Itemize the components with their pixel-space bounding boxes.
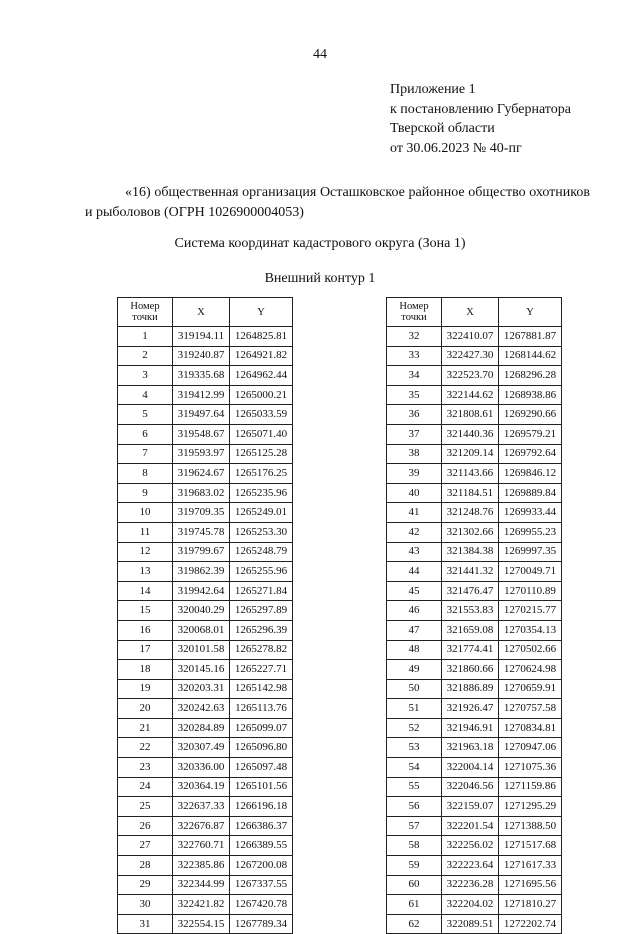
table-row (387, 562, 562, 582)
table-row (118, 522, 293, 542)
point-number-cell: 62 (387, 914, 442, 934)
point-number-cell: 21 (118, 718, 173, 738)
y-coordinate-cell: 1265297.89 (230, 601, 293, 621)
y-coordinate-cell: 1265278.82 (230, 640, 293, 660)
point-number-cell: 55 (387, 777, 442, 797)
table-row (118, 542, 293, 562)
point-number-cell: 51 (387, 699, 442, 719)
y-coordinate-cell: 1269933.44 (499, 503, 562, 523)
header-number-line1: Номер (130, 301, 160, 312)
x-coordinate-cell: 321860.66 (442, 660, 499, 680)
point-number-cell: 43 (387, 542, 442, 562)
x-coordinate-cell: 322676.87 (173, 816, 230, 836)
y-coordinate-cell: 1269792.64 (499, 444, 562, 464)
table-row (387, 346, 562, 366)
point-number-cell: 3 (118, 366, 173, 386)
header-x: X (173, 298, 230, 327)
x-coordinate-cell: 321946.91 (442, 718, 499, 738)
table-row (387, 875, 562, 895)
x-coordinate-cell: 321774.41 (442, 640, 499, 660)
y-coordinate-cell: 1265255.96 (230, 562, 293, 582)
y-coordinate-cell: 1265142.98 (230, 679, 293, 699)
table-row (118, 444, 293, 464)
point-number-cell: 25 (118, 797, 173, 817)
x-coordinate-cell: 322385.86 (173, 856, 230, 876)
x-coordinate-cell: 321302.66 (442, 522, 499, 542)
table-row (387, 385, 562, 405)
y-coordinate-cell: 1266386.37 (230, 816, 293, 836)
x-coordinate-cell: 322410.07 (442, 327, 499, 347)
point-number-cell: 40 (387, 483, 442, 503)
table-row (118, 366, 293, 386)
table-row (118, 699, 293, 719)
x-coordinate-cell: 321659.08 (442, 620, 499, 640)
table-row (387, 777, 562, 797)
y-coordinate-cell: 1265033.59 (230, 405, 293, 425)
y-coordinate-cell: 1271159.86 (499, 777, 562, 797)
point-number-cell: 30 (118, 895, 173, 915)
intro-paragraph: «16) общественная организация Осташковское районное общество охотников и рыболовов (ОГРН 1026900004053) (85, 185, 590, 220)
y-coordinate-cell: 1270834.81 (499, 718, 562, 738)
coordinates-table-right (386, 297, 562, 934)
point-number-cell: 20 (118, 699, 173, 719)
x-coordinate-cell: 320145.16 (173, 660, 230, 680)
point-number-cell: 52 (387, 718, 442, 738)
x-coordinate-cell: 321808.61 (442, 405, 499, 425)
point-number-cell: 48 (387, 640, 442, 660)
x-coordinate-cell: 320068.01 (173, 620, 230, 640)
y-coordinate-cell: 1267337.55 (230, 875, 293, 895)
point-number-cell: 28 (118, 856, 173, 876)
header-x: X (442, 298, 499, 327)
table-row (118, 797, 293, 817)
x-coordinate-cell: 320364.19 (173, 777, 230, 797)
y-coordinate-cell: 1271388.50 (499, 816, 562, 836)
x-coordinate-cell: 322427.30 (442, 346, 499, 366)
table-row (118, 856, 293, 876)
y-coordinate-cell: 1265249.01 (230, 503, 293, 523)
x-coordinate-cell: 321553.83 (442, 601, 499, 621)
table-row (387, 464, 562, 484)
point-number-cell: 17 (118, 640, 173, 660)
table-row (118, 816, 293, 836)
table-row (118, 483, 293, 503)
point-number-cell: 23 (118, 758, 173, 778)
appendix-line-date: от 30.06.2023 № 40-пг (390, 140, 522, 156)
y-coordinate-cell: 1267420.78 (230, 895, 293, 915)
table-row (387, 366, 562, 386)
y-coordinate-cell: 1264921.82 (230, 346, 293, 366)
y-coordinate-cell: 1265248.79 (230, 542, 293, 562)
y-coordinate-cell: 1269579.21 (499, 424, 562, 444)
header-point-number (387, 298, 442, 327)
table-body (387, 327, 562, 934)
point-number-cell: 36 (387, 405, 442, 425)
y-coordinate-cell: 1270659.91 (499, 679, 562, 699)
x-coordinate-cell: 321476.47 (442, 581, 499, 601)
table-row (118, 718, 293, 738)
point-number-cell: 49 (387, 660, 442, 680)
table-row (118, 464, 293, 484)
point-number-cell: 8 (118, 464, 173, 484)
table-row (387, 836, 562, 856)
table-header-row (387, 298, 562, 327)
table-row (118, 327, 293, 347)
x-coordinate-cell: 321384.38 (442, 542, 499, 562)
table-row (387, 816, 562, 836)
x-coordinate-cell: 319240.87 (173, 346, 230, 366)
point-number-cell: 1 (118, 327, 173, 347)
table-row (387, 856, 562, 876)
x-coordinate-cell: 319942.64 (173, 581, 230, 601)
header-y: Y (230, 298, 293, 327)
y-coordinate-cell: 1267789.34 (230, 914, 293, 934)
y-coordinate-cell: 1269290.66 (499, 405, 562, 425)
x-coordinate-cell: 321143.66 (442, 464, 499, 484)
y-coordinate-cell: 1270110.89 (499, 581, 562, 601)
table-row (118, 679, 293, 699)
y-coordinate-cell: 1265113.76 (230, 699, 293, 719)
contour-title: Внешний контур 1 (264, 271, 376, 286)
page-number: 44 (313, 47, 327, 62)
y-coordinate-cell: 1270502.66 (499, 640, 562, 660)
point-number-cell: 2 (118, 346, 173, 366)
y-coordinate-cell: 1265176.25 (230, 464, 293, 484)
y-coordinate-cell: 1269997.35 (499, 542, 562, 562)
point-number-cell: 24 (118, 777, 173, 797)
x-coordinate-cell: 321441.32 (442, 562, 499, 582)
table-row (387, 718, 562, 738)
table-row (118, 777, 293, 797)
table-row (387, 679, 562, 699)
coordinate-system-title: Система координат кадастрового округа (Зона 1) (174, 236, 466, 251)
x-coordinate-cell: 321926.47 (442, 699, 499, 719)
y-coordinate-cell: 1264962.44 (230, 366, 293, 386)
point-number-cell: 6 (118, 424, 173, 444)
table-row (387, 444, 562, 464)
x-coordinate-cell: 319548.67 (173, 424, 230, 444)
y-coordinate-cell: 1266196.18 (230, 797, 293, 817)
x-coordinate-cell: 320336.00 (173, 758, 230, 778)
point-number-cell: 29 (118, 875, 173, 895)
x-coordinate-cell: 320242.63 (173, 699, 230, 719)
point-number-cell: 56 (387, 797, 442, 817)
header-point-number (118, 298, 173, 327)
y-coordinate-cell: 1266389.55 (230, 836, 293, 856)
point-number-cell: 31 (118, 914, 173, 934)
table-row (118, 640, 293, 660)
x-coordinate-cell: 322256.02 (442, 836, 499, 856)
y-coordinate-cell: 1270757.58 (499, 699, 562, 719)
table-row (387, 738, 562, 758)
x-coordinate-cell: 320307.49 (173, 738, 230, 758)
point-number-cell: 22 (118, 738, 173, 758)
point-number-cell: 57 (387, 816, 442, 836)
x-coordinate-cell: 322637.33 (173, 797, 230, 817)
table-row (387, 522, 562, 542)
table-body (118, 327, 293, 934)
y-coordinate-cell: 1268938.86 (499, 385, 562, 405)
table-row (387, 758, 562, 778)
x-coordinate-cell: 319497.64 (173, 405, 230, 425)
y-coordinate-cell: 1269955.23 (499, 522, 562, 542)
x-coordinate-cell: 319709.35 (173, 503, 230, 523)
point-number-cell: 7 (118, 444, 173, 464)
table-row (118, 562, 293, 582)
y-coordinate-cell: 1268144.62 (499, 346, 562, 366)
point-number-cell: 58 (387, 836, 442, 856)
point-number-cell: 4 (118, 385, 173, 405)
point-number-cell: 18 (118, 660, 173, 680)
y-coordinate-cell: 1267881.87 (499, 327, 562, 347)
table-row (387, 914, 562, 934)
point-number-cell: 19 (118, 679, 173, 699)
point-number-cell: 47 (387, 620, 442, 640)
point-number-cell: 35 (387, 385, 442, 405)
table-row (387, 405, 562, 425)
point-number-cell: 26 (118, 816, 173, 836)
y-coordinate-cell: 1265101.56 (230, 777, 293, 797)
x-coordinate-cell: 319624.67 (173, 464, 230, 484)
y-coordinate-cell: 1271695.56 (499, 875, 562, 895)
x-coordinate-cell: 320203.31 (173, 679, 230, 699)
table-row (118, 405, 293, 425)
y-coordinate-cell: 1267200.08 (230, 856, 293, 876)
y-coordinate-cell: 1270215.77 (499, 601, 562, 621)
point-number-cell: 54 (387, 758, 442, 778)
table-row (118, 503, 293, 523)
y-coordinate-cell: 1272202.74 (499, 914, 562, 934)
table-row (118, 738, 293, 758)
table-row (118, 758, 293, 778)
table-row (387, 542, 562, 562)
y-coordinate-cell: 1271295.29 (499, 797, 562, 817)
x-coordinate-cell: 322421.82 (173, 895, 230, 915)
table-row (387, 483, 562, 503)
point-number-cell: 60 (387, 875, 442, 895)
x-coordinate-cell: 321886.89 (442, 679, 499, 699)
appendix-line-decree: к постановлению Губернатора (390, 101, 571, 117)
x-coordinate-cell: 319799.67 (173, 542, 230, 562)
point-number-cell: 10 (118, 503, 173, 523)
table-row (387, 327, 562, 347)
x-coordinate-cell: 320040.29 (173, 601, 230, 621)
y-coordinate-cell: 1270624.98 (499, 660, 562, 680)
x-coordinate-cell: 321184.51 (442, 483, 499, 503)
point-number-cell: 32 (387, 327, 442, 347)
x-coordinate-cell: 322089.51 (442, 914, 499, 934)
point-number-cell: 59 (387, 856, 442, 876)
table-row (118, 346, 293, 366)
x-coordinate-cell: 319745.78 (173, 522, 230, 542)
point-number-cell: 13 (118, 562, 173, 582)
y-coordinate-cell: 1264825.81 (230, 327, 293, 347)
x-coordinate-cell: 322144.62 (442, 385, 499, 405)
point-number-cell: 15 (118, 601, 173, 621)
table-row (387, 660, 562, 680)
x-coordinate-cell: 321209.14 (442, 444, 499, 464)
y-coordinate-cell: 1269889.84 (499, 483, 562, 503)
y-coordinate-cell: 1265125.28 (230, 444, 293, 464)
x-coordinate-cell: 319593.97 (173, 444, 230, 464)
appendix-line-title: Приложение 1 (390, 82, 476, 97)
table-row (118, 581, 293, 601)
table-row (387, 640, 562, 660)
point-number-cell: 16 (118, 620, 173, 640)
y-coordinate-cell: 1265235.96 (230, 483, 293, 503)
point-number-cell: 33 (387, 346, 442, 366)
point-number-cell: 37 (387, 424, 442, 444)
header-number-line2: точки (401, 312, 427, 323)
table-row (387, 601, 562, 621)
y-coordinate-cell: 1271075.36 (499, 758, 562, 778)
y-coordinate-cell: 1265097.48 (230, 758, 293, 778)
table-row (118, 836, 293, 856)
y-coordinate-cell: 1271517.68 (499, 836, 562, 856)
point-number-cell: 38 (387, 444, 442, 464)
x-coordinate-cell: 320284.89 (173, 718, 230, 738)
appendix-header (390, 80, 571, 158)
x-coordinate-cell: 319412.99 (173, 385, 230, 405)
table-row (387, 503, 562, 523)
point-number-cell: 11 (118, 522, 173, 542)
header-number-line1: Номер (399, 301, 429, 312)
point-number-cell: 39 (387, 464, 442, 484)
point-number-cell: 12 (118, 542, 173, 562)
x-coordinate-cell: 322223.64 (442, 856, 499, 876)
table-row (118, 601, 293, 621)
x-coordinate-cell: 322204.02 (442, 895, 499, 915)
table-row (387, 424, 562, 444)
table-row (118, 914, 293, 934)
header-number-line2: точки (132, 312, 158, 323)
x-coordinate-cell: 322523.70 (442, 366, 499, 386)
x-coordinate-cell: 319194.11 (173, 327, 230, 347)
x-coordinate-cell: 319683.02 (173, 483, 230, 503)
point-number-cell: 41 (387, 503, 442, 523)
appendix-line-region: Тверской области (390, 121, 495, 136)
y-coordinate-cell: 1265253.30 (230, 522, 293, 542)
y-coordinate-cell: 1271810.27 (499, 895, 562, 915)
point-number-cell: 5 (118, 405, 173, 425)
x-coordinate-cell: 322201.54 (442, 816, 499, 836)
x-coordinate-cell: 322344.99 (173, 875, 230, 895)
point-number-cell: 14 (118, 581, 173, 601)
y-coordinate-cell: 1270049.71 (499, 562, 562, 582)
y-coordinate-cell: 1265000.21 (230, 385, 293, 405)
point-number-cell: 27 (118, 836, 173, 856)
y-coordinate-cell: 1270354.13 (499, 620, 562, 640)
table-row (387, 581, 562, 601)
table-row (118, 385, 293, 405)
y-coordinate-cell: 1265071.40 (230, 424, 293, 444)
y-coordinate-cell: 1265227.71 (230, 660, 293, 680)
y-coordinate-cell: 1265296.39 (230, 620, 293, 640)
x-coordinate-cell: 319862.39 (173, 562, 230, 582)
coordinates-table-left (117, 297, 293, 934)
y-coordinate-cell: 1270947.06 (499, 738, 562, 758)
x-coordinate-cell: 322760.71 (173, 836, 230, 856)
x-coordinate-cell: 322236.28 (442, 875, 499, 895)
table-row (387, 699, 562, 719)
point-number-cell: 42 (387, 522, 442, 542)
y-coordinate-cell: 1265271.84 (230, 581, 293, 601)
x-coordinate-cell: 320101.58 (173, 640, 230, 660)
table-row (118, 620, 293, 640)
y-coordinate-cell: 1271617.33 (499, 856, 562, 876)
x-coordinate-cell: 322159.07 (442, 797, 499, 817)
x-coordinate-cell: 321248.76 (442, 503, 499, 523)
y-coordinate-cell: 1265096.80 (230, 738, 293, 758)
y-coordinate-cell: 1265099.07 (230, 718, 293, 738)
point-number-cell: 61 (387, 895, 442, 915)
y-coordinate-cell: 1268296.28 (499, 366, 562, 386)
x-coordinate-cell: 322004.14 (442, 758, 499, 778)
point-number-cell: 44 (387, 562, 442, 582)
table-row (118, 660, 293, 680)
x-coordinate-cell: 321963.18 (442, 738, 499, 758)
header-y: Y (499, 298, 562, 327)
table-row (387, 797, 562, 817)
point-number-cell: 34 (387, 366, 442, 386)
x-coordinate-cell: 322554.15 (173, 914, 230, 934)
point-number-cell: 9 (118, 483, 173, 503)
y-coordinate-cell: 1269846.12 (499, 464, 562, 484)
point-number-cell: 50 (387, 679, 442, 699)
x-coordinate-cell: 321440.36 (442, 424, 499, 444)
point-number-cell: 46 (387, 601, 442, 621)
table-row (387, 620, 562, 640)
x-coordinate-cell: 322046.56 (442, 777, 499, 797)
table-header-row (118, 298, 293, 327)
point-number-cell: 45 (387, 581, 442, 601)
x-coordinate-cell: 319335.68 (173, 366, 230, 386)
point-number-cell: 53 (387, 738, 442, 758)
table-row (118, 424, 293, 444)
table-row (118, 875, 293, 895)
